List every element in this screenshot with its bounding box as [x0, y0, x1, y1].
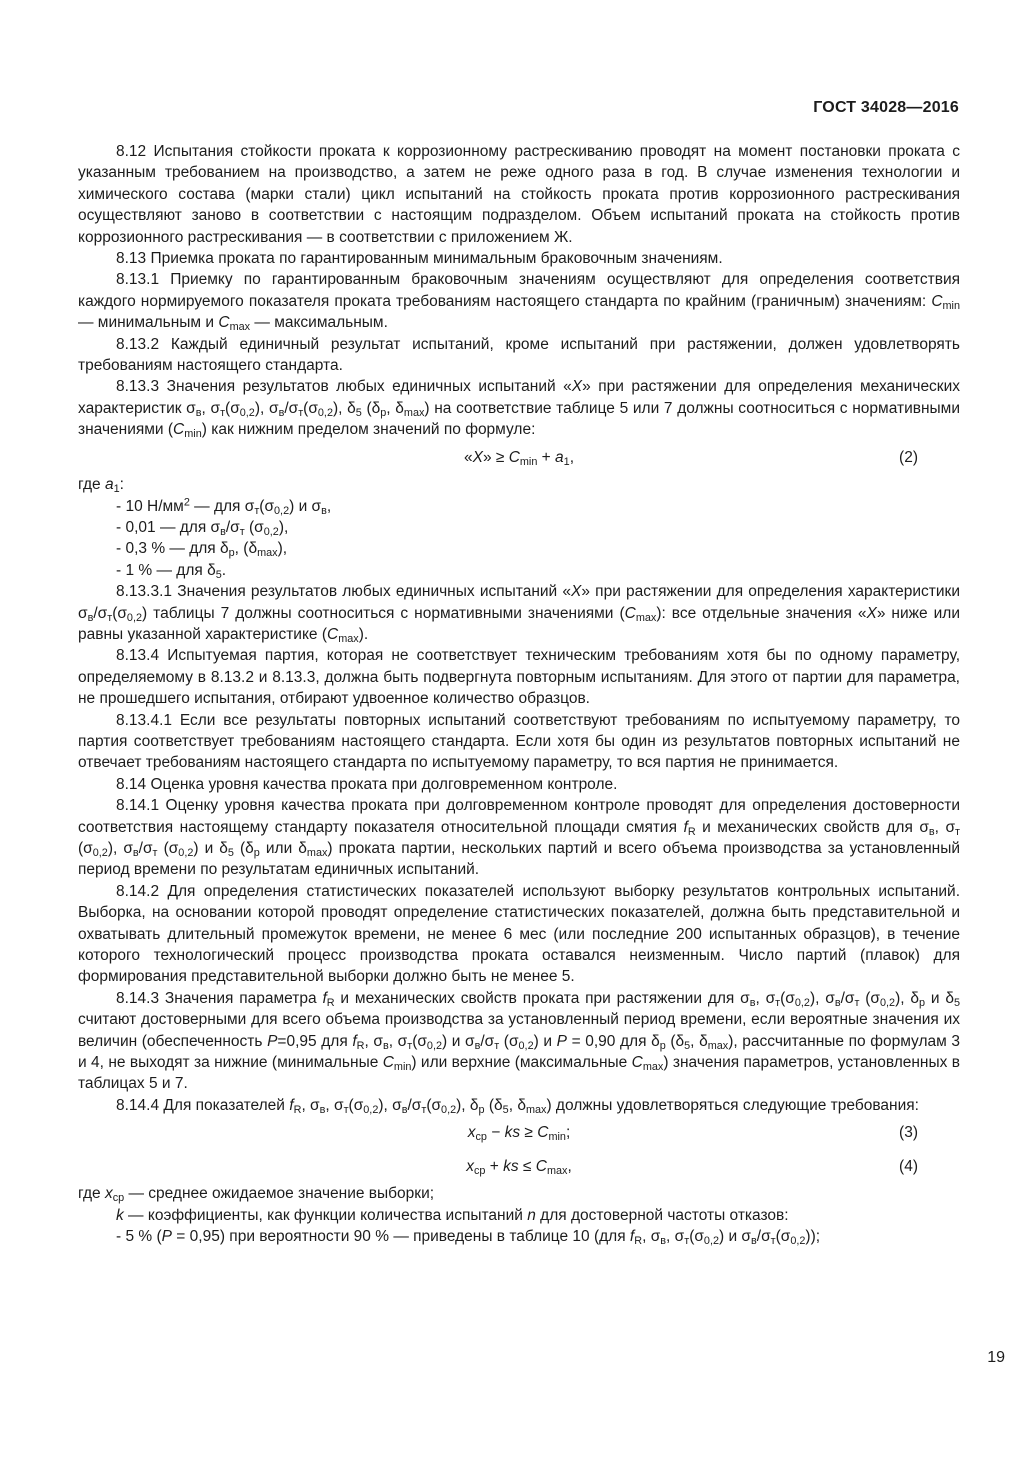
- paragraph: где $a_1$:: [78, 476, 124, 496]
- paragraph: - 0,3 % — для $\delta_р$, $(\delta_{max})$,: [116, 540, 288, 560]
- formula-expression: $x_{ср}$ − ks ≥ $C_{min}$;: [467, 1124, 571, 1144]
- paragraph: 8.13.3 Значения результатов любых единичных испытаний «X» при растяжении для определения механических характеристик $\sigma_в$, $\sigma_т(\sigma_{0,2})$, $\sigma_в/\sigma_т(\sigma_{0,2})$, $\delta_5$ ($\delta_р$, $\delta_{max}$) на соответствие таблице 5 или 7 должны соотноситься с нормативными значениями $(C_{min})$ как нижним пределом значений по формуле:: [78, 378, 961, 441]
- formula-number: (4): [899, 1157, 918, 1175]
- paragraph: 8.13.4 Испытуемая партия, которая не соответствует техническим требованиям хотя бы по одному параметру, определяемому в 8.13.2 и 8.13.3, должна быть подвергнута повторным испытаниям. Для этого от партии для параметра, не прошедшего испытания, отбирают удвоенное количество образцов.: [78, 647, 960, 708]
- doc-number: ГОСТ 34028—2016: [813, 99, 959, 116]
- paragraph: 8.13.1 Приемку по гарантированным браковочным значениям осуществляют для определения соответствия каждого нормируемого показателя проката требованиям настоящего стандарта по крайним (граничным) значениям: $C_{min}$ — минимальным и $C_{max}$ — максимальным.: [78, 271, 960, 334]
- paragraph: - 1 % — для $\delta_5$.: [116, 561, 227, 581]
- paragraph: 8.14.1 Оценку уровня качества проката при долговременном контроле проводят для определения достоверности соответствия настоящему стандарту показателя относительной площади смятия $f_R$ и механических свойств для $\sigma_в$, $\sigma_т$ $(\sigma_{0,2})$, $\sigma_в/\sigma_т$ $(\sigma_{0,2})$ и $\delta_5$ ($\delta_р$ или $\delta_{max}$) проката партии, нескольких партий и всего объема производства за установленный период времени по результатам единичных испытаний.: [78, 797, 960, 879]
- formula: [78, 1116, 960, 1149]
- paragraph: - 0,01 — для $\sigma_в/\sigma_т$ $(\sigma_{0,2})$,: [116, 518, 289, 538]
- page-number: 19: [987, 1349, 1005, 1366]
- document-body: [78, 141, 960, 1247]
- paragraph: 8.13.2 Каждый единичный результат испытаний, кроме испытаний при растяжении, должен удовлетворять требованиям настоящего стандарта.: [78, 335, 960, 375]
- paragraph: 8.14.2 Для определения статистических показателей используют выборку результатов контрольных испытаний. Выборка, на основании которой проводят определение статистических показателей, должна быть представительной и охватывать длительный промежуток времени, не менее 6 мес (или последние 200 испытанных образцов), в течение которого технологический процесс производства проката оставался неизменным. Число партий (плавок) для формирования представительной выборки должно быть не менее 5.: [78, 882, 960, 986]
- paragraph: 8.14.4 Для показателей $f_R$, $\sigma_в$, $\sigma_т(\sigma_{0,2})$, $\sigma_в/\sigma_т(\sigma_{0,2})$, $\delta_р$ ($\delta_5$, $\delta_{max}$) должны удовлетворяться следующие требования:: [116, 1096, 919, 1116]
- paragraph: 8.13.4.1 Если все результаты повторных испытаний соответствуют требованиям по испытуемому параметру, то партия соответствует требованиям настоящего стандарта. Если хотя бы один из результатов повторных испытаний не отвечает требованиям настоящего стандарта по испытуемому параметру, то вся партия не принимается.: [78, 711, 960, 772]
- formula-number: (2): [899, 448, 918, 466]
- paragraph: - 10 $Н/мм^2$ — для $\sigma_т(\sigma_{0,2})$ и $\sigma_в$,: [116, 496, 332, 517]
- paragraph: 8.13.3.1 Значения результатов любых единичных испытаний «X» при растяжении для определения характеристики $\sigma_в/\sigma_т(\sigma_{0,2})$ таблицы 7 должны соотноситься с нормативными значениями $(C_{max})$: все отдельные значения «X» ниже или равны указанной характеристике $(C_{max})$.: [78, 583, 960, 645]
- paragraph: 8.14.3 Значения параметра $f_R$ и механических свойств проката при растяжении для $\sigma_в$, $\sigma_т(\sigma_{0,2})$, $\sigma_в/\sigma_т$ $(\sigma_{0,2})$, $\delta_р$ и $\delta_5$ считают достоверными для всего объема производства за установленный период времени, если вероятные значения их величин (обеспеченность P=0,95 для $f_R$, $\sigma_в$, $\sigma_т(\sigma_{0,2})$ и $\sigma_в/\sigma_т$ $(\sigma_{0,2})$ и P = 0,90 для $\delta_р$ ($\delta_5$, $\delta_{max}$), рассчитанные по формулам 3 и 4, не выходят за нижние (минимальные $C_{min}$) или верхние (максимальные $C_{max}$) значения параметров, установленных в таблицах 5 и 7.: [78, 989, 961, 1093]
- paragraph: k — коэффициенты, как функции количества испытаний n для достоверной частоты отказов:: [116, 1206, 789, 1224]
- formula-number: (3): [899, 1124, 918, 1142]
- formula-expression: $x_{ср}$ + ks ≤ $C_{max}$,: [466, 1157, 572, 1177]
- paragraph: 8.13 Приемка проката по гарантированным минимальным браковочным значениям.: [116, 250, 723, 268]
- paragraph: - 5 % (P = 0,95) при вероятности 90 % — приведены в таблице 10 (для $f_R$, $\sigma_в$, $\sigma_т(\sigma_{0,2})$ и $\sigma_в/\sigma_т(\sigma_{0,2})$);: [116, 1227, 821, 1247]
- formula-expression: «X» ≥ $C_{min} + a_1$,: [463, 448, 575, 468]
- formula: [78, 441, 960, 474]
- formula: [78, 1150, 960, 1183]
- paragraph: где $x_{ср}$ — среднее ожидаемое значение выборки;: [78, 1185, 435, 1205]
- paragraph: 8.12 Испытания стойкости проката к коррозионному растрескиванию проводят на момент постановки проката с указанным требованием на производство, а затем не реже одного раза в год. В случае изменения технологии и химического состава (марки стали) цикл испытаний на стойкость проката против коррозионного растрескивания осуществляют заново в соответствии с настоящим подразделом. Объем испытаний проката на стойкость против коррозионного растрескивания — в соответствии с приложением Ж.: [78, 143, 960, 246]
- paragraph: 8.14 Оценка уровня качества проката при долговременном контроле.: [116, 775, 618, 793]
